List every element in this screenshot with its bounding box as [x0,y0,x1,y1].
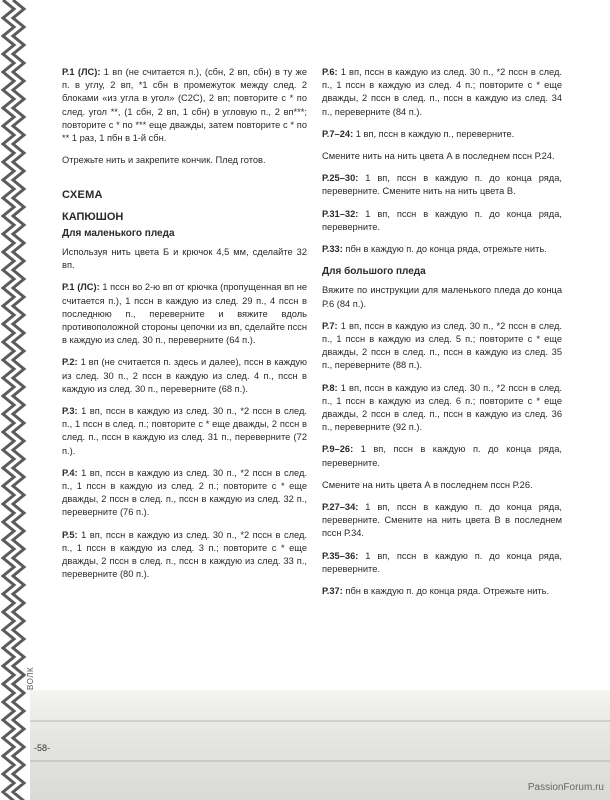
instruction-row: Р.3: 1 вп, пссн в каждую из след. 30 п., *2 пссн в след. п., 1 пссн в след. п.; повторите с * еще дважды, 2 пссн в след. п., пссн в каждую из след. 31 п., переверните (72 п.). [62,406,307,456]
instruction-row: Р.27–34: 1 вп, пссн в каждую п. до конца ряда, переверните. Смените на нить цвета В в последнем пссн Р.34. [322,502,562,539]
paragraph: Используя нить цвета Б и крючок 4,5 мм, сделайте 32 вп. [62,247,307,271]
left-column [62,66,307,591]
instruction-row: Р.1 (ЛС): 1 вп (не считается п.), (сбн, 2 вп, сбн) в ту же п. в углу, 2 вп, *1 сбн в промежуток между след. 2 блоками «из угла в угол» (C2C), 2 вп; повторите с * по след. угол **, (1 сбн, 2 вп, 1 сбн) в угловую п., 2 вп***; повторите с * по *** еще дважды, затем повторите с * по ** 1 раз, 1 пбн в 1-й сбн. [62,67,308,144]
instruction-row: Р.7–24: 1 вп, пссн в каждую п., переверните. [322,128,515,139]
instruction-row: Р.37: пбн в каждую п. до конца ряда. Отрежьте нить. [322,586,550,597]
subsubsection-heading: Для большого пледа [322,266,426,278]
instruction-row: Р.4: 1 вп, пссн в каждую из след. 30 п., *2 пссн в след. п., 1 пссн в каждую из след. 2 п.; повторите с * еще дважды, 2 пссн в след. п., пссн в каждую из след. 32 п., переверните (76 п.). [62,467,307,518]
wood-background [30,690,610,800]
instruction-row: Р.6: 1 вп, пссн в каждую из след. 30 п., *2 пссн в след. п., 1 пссн в каждую из след. 4 п.; повторите с * еще дважды, 2 пссн в след. п., пссн в каждую из след. 34 п., переверните (84 п.). [322,67,562,117]
instruction-row: Р.35–36: 1 вп, пссн в каждую п. до конца ряда, переверните. [322,550,562,574]
page-number: -58- [34,743,51,753]
instruction-row: Р.33: пбн в каждую п. до конца ряда, отрежьте нить. [322,244,547,255]
instruction-row: Р.9–26: 1 вп, пссн в каждую п. до конца ряда, переверните. [322,444,562,468]
subsubsection-heading: Для маленького пледа [62,227,175,239]
instruction-row: Р.7: 1 вп, пссн в каждую из след. 30 п., *2 пссн в след. п., 1 пссн в каждую из след. 5 п.; повторите с * еще дважды, 2 пссн в след. п., пссн в каждую из след. 35 п., переверните (88 п.). [322,320,562,371]
paragraph: Вяжите по инструкции для маленького пледа до конца Р.6 (84 п.). [322,285,562,309]
paragraph: Смените на нить цвета А в последнем пссн Р.26. [322,479,533,490]
right-column [322,66,562,607]
paragraph: Отрежьте нить и закрепите кончик. Плед готов. [62,155,266,166]
watermark: PassionForum.ru [527,782,604,793]
section-heading: СХЕМА [62,189,103,202]
section-label: ВОЛК [26,666,35,690]
instruction-row: Р.5: 1 вп, пссн в каждую из след. 30 п., *2 пссн в след. п., 1 пссн в каждую из след. 3 п.; повторите с * еще дважды, 2 пссн в след. п., пссн в каждую из след. 33 п., переверните (80 п.). [62,529,307,580]
instruction-row: Р.1 (ЛС): 1 пссн во 2-ю вп от крючка (пропущенная вп не считается п.), 1 пссн в каждую из след. 29 п., 4 пссн в последнюю п., переверните и вяжите вдоль противоположной стороны цепочки из вп, сделайте пссн в каждую из след. 30 п., переверните (64 п.). [62,282,307,346]
paragraph: Смените нить на нить цвета А в последнем пссн Р.24. [322,151,555,162]
instruction-row: Р.2: 1 вп (не считается п. здесь и далее), пссн в каждую из след. 30 п., 2 пссн в каждую из след. 4 п., пссн в каждую из след. 30 п., переверните (68 п.). [62,357,307,394]
instruction-row: Р.8: 1 вп, пссн в каждую из след. 30 п., *2 пссн в след. п., 1 пссн в каждую из след. 6 п.; повторите с * еще дважды, 2 пссн в след. п., пссн в каждую из след. 36 п., переверните (92 п.). [322,382,562,433]
instruction-row: Р.31–32: 1 вп, пссн в каждую п. до конца ряда, переверните. [322,208,562,232]
subsection-heading: КАПЮШОН [62,210,124,223]
instruction-row: Р.25–30: 1 вп, пссн в каждую п. до конца ряда, переверните. Смените нить на нить цвета В. [322,173,562,197]
